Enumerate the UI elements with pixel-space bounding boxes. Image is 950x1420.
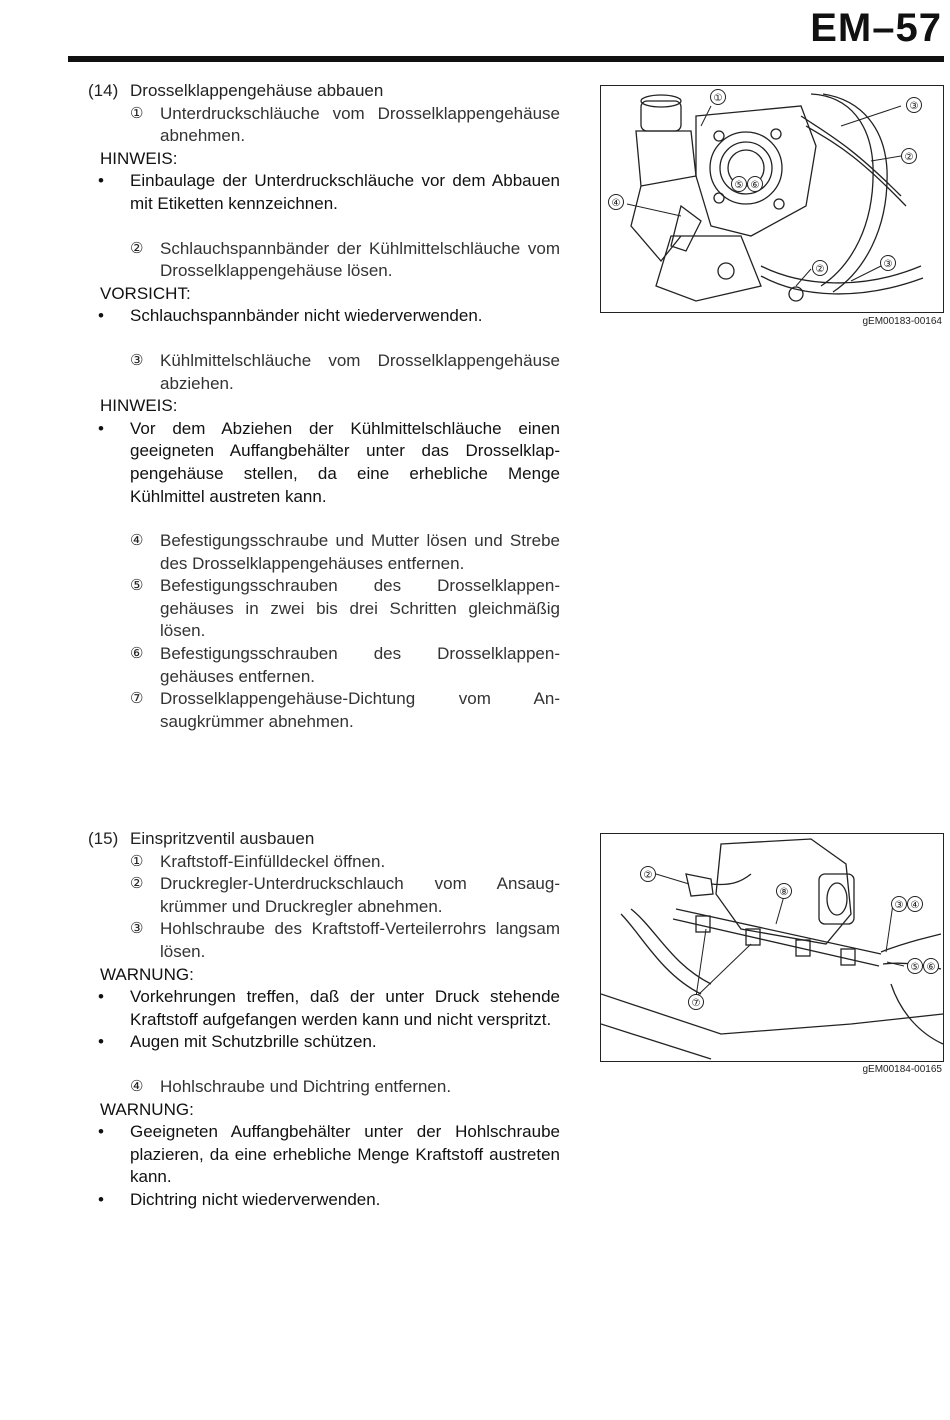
callout-3b: ③	[883, 259, 893, 270]
bullet-mark: •	[98, 171, 104, 191]
substep-marker: ②	[130, 875, 144, 893]
warning-label: WARNUNG:	[100, 964, 194, 984]
bullet-mark: •	[98, 306, 104, 326]
warning-label: WARNUNG:	[100, 1099, 194, 1119]
bullet-text: Geeigneten Auffangbehälter unter der Hohlschraube plazieren, da eine erhebliche Menge Kraftstoff austreten kann.	[130, 1122, 560, 1187]
section-15	[88, 828, 560, 1212]
throttle-body-illustration	[600, 85, 944, 313]
substep	[130, 1076, 560, 1099]
substep	[130, 350, 560, 395]
callout-3: ③	[894, 900, 904, 911]
step-number: (14)	[88, 81, 119, 100]
substep-marker: ①	[130, 852, 144, 870]
substep-text: Hohlschraube und Dichtring entfernen.	[160, 1076, 452, 1096]
throttle-body-drawing	[601, 86, 943, 312]
substep-text: Kraftstoff-Einfülldeckel öffnen.	[160, 851, 386, 871]
fuel-rail-illustration	[600, 833, 944, 1062]
bullet-text: Vor dem Abziehen der Kühlmittelschläuche einen geeigneten Auffangbehälter unter das Drosselklappengehäuse stellen, da eine erhebliche Menge Kühlmittel austreten kann.	[130, 418, 560, 506]
callout-8: ⑧	[779, 887, 789, 898]
bullet-text: Schlauchspannbänder nicht wiederverwenden.	[130, 306, 483, 326]
callout-5: ⑤	[734, 180, 744, 191]
bullet-mark: •	[98, 1189, 104, 1209]
figure-caption: gEM00184-00165	[862, 1064, 942, 1075]
caution-label: VORSICHT:	[100, 283, 191, 303]
substep-text: Kühlmittelschläuche vom Drosselklappengehäuse abziehen.	[160, 350, 560, 393]
substep-text: Drosselklappengehäuse-Dichtung vom Ansaugkrümmer abnehmen.	[160, 689, 560, 731]
substep-marker: ③	[130, 351, 144, 369]
substep	[130, 530, 560, 575]
section-14	[88, 80, 560, 733]
warning-bullet	[98, 1189, 560, 1212]
bullet-mark: •	[98, 418, 104, 438]
substep-marker: ②	[130, 239, 144, 257]
bullet-mark: •	[98, 987, 104, 1007]
callout-4: ④	[611, 198, 621, 209]
substep-text: Befestigungsschraube und Mutter lösen und Strebe des Drosselklappengehäuses entfernen.	[160, 531, 560, 573]
callout-1: ①	[713, 93, 723, 104]
fuel-rail-drawing	[601, 834, 943, 1061]
bullet-text: Dichtring nicht wiederverwenden.	[130, 1189, 381, 1209]
note-label: HINWEIS:	[100, 148, 178, 168]
bullet-text: Augen mit Schutzbrille schützen.	[130, 1032, 377, 1052]
callout-2: ②	[643, 870, 653, 881]
substep	[130, 643, 560, 688]
substep-text: Befestigungsschrauben des Drosselklappengehäuses in zwei bis drei Schritten gleichmäßig lösen.	[160, 576, 560, 641]
substep-marker: ③	[130, 920, 144, 938]
bullet-mark: •	[98, 1032, 104, 1052]
callout-2b: ②	[815, 264, 825, 275]
bullet-text: Einbaulage der Unterdruckschläuche vor dem Abbauen mit Etiketten kennzeichnen.	[130, 171, 560, 213]
step-title: Drosselklappengehäuse abbauen	[130, 81, 384, 100]
substep	[130, 103, 560, 148]
caution-bullet	[98, 305, 560, 328]
substep	[130, 238, 560, 283]
step-heading	[88, 80, 560, 103]
substep-text: Unterdruckschläuche vom Drosselklappengehäuse abnehmen.	[160, 103, 560, 146]
warning-bullet	[98, 1031, 560, 1054]
note-bullet	[98, 170, 560, 215]
callout-7: ⑦	[691, 998, 701, 1009]
note-bullet	[98, 418, 560, 508]
substep	[130, 918, 560, 963]
substep-text: Hohlschraube des Kraftstoff-Verteilerrohrs langsam lösen.	[160, 919, 560, 961]
note-label: HINWEIS:	[100, 396, 178, 416]
substep-marker: ④	[130, 532, 144, 550]
substep	[130, 575, 560, 643]
substep	[130, 688, 560, 733]
callout-4: ④	[910, 900, 920, 911]
callout-6: ⑥	[926, 962, 936, 973]
header-rule	[68, 56, 944, 62]
substep	[130, 851, 560, 874]
substep-text: Druckregler-Unterdruckschlauch vom Ansaugkrümmer und Druckregler abnehmen.	[160, 874, 560, 916]
substep-text: Befestigungsschrauben des Drosselklappengehäuses entfernen.	[160, 644, 560, 686]
bullet-text: Vorkehrungen treffen, daß der unter Druck stehende Kraftstoff aufgefangen werden kann und nicht verspritzt.	[130, 987, 560, 1029]
warning-bullet	[98, 1121, 560, 1189]
substep-marker: ①	[130, 104, 144, 122]
warning-bullet	[98, 986, 560, 1031]
callout-5: ⑤	[910, 962, 920, 973]
substep-marker: ⑦	[130, 690, 144, 708]
callout-3: ③	[909, 101, 919, 112]
bullet-mark: •	[98, 1122, 104, 1142]
callout-2: ②	[904, 152, 914, 163]
substep	[130, 873, 560, 918]
step-number: (15)	[88, 829, 119, 848]
page-number: EM–57	[810, 6, 942, 50]
step-heading	[88, 828, 560, 851]
step-title: Einspritzventil ausbauen	[130, 829, 315, 848]
substep-marker: ⑥	[130, 645, 144, 663]
substep-marker: ④	[130, 1077, 144, 1095]
callout-6: ⑥	[750, 180, 760, 191]
substep-text: Schlauchspannbänder der Kühlmittelschläuche vom Drosselklappengehäuse lösen.	[160, 238, 560, 281]
substep-marker: ⑤	[130, 577, 144, 595]
figure-caption: gEM00183-00164	[862, 316, 942, 327]
